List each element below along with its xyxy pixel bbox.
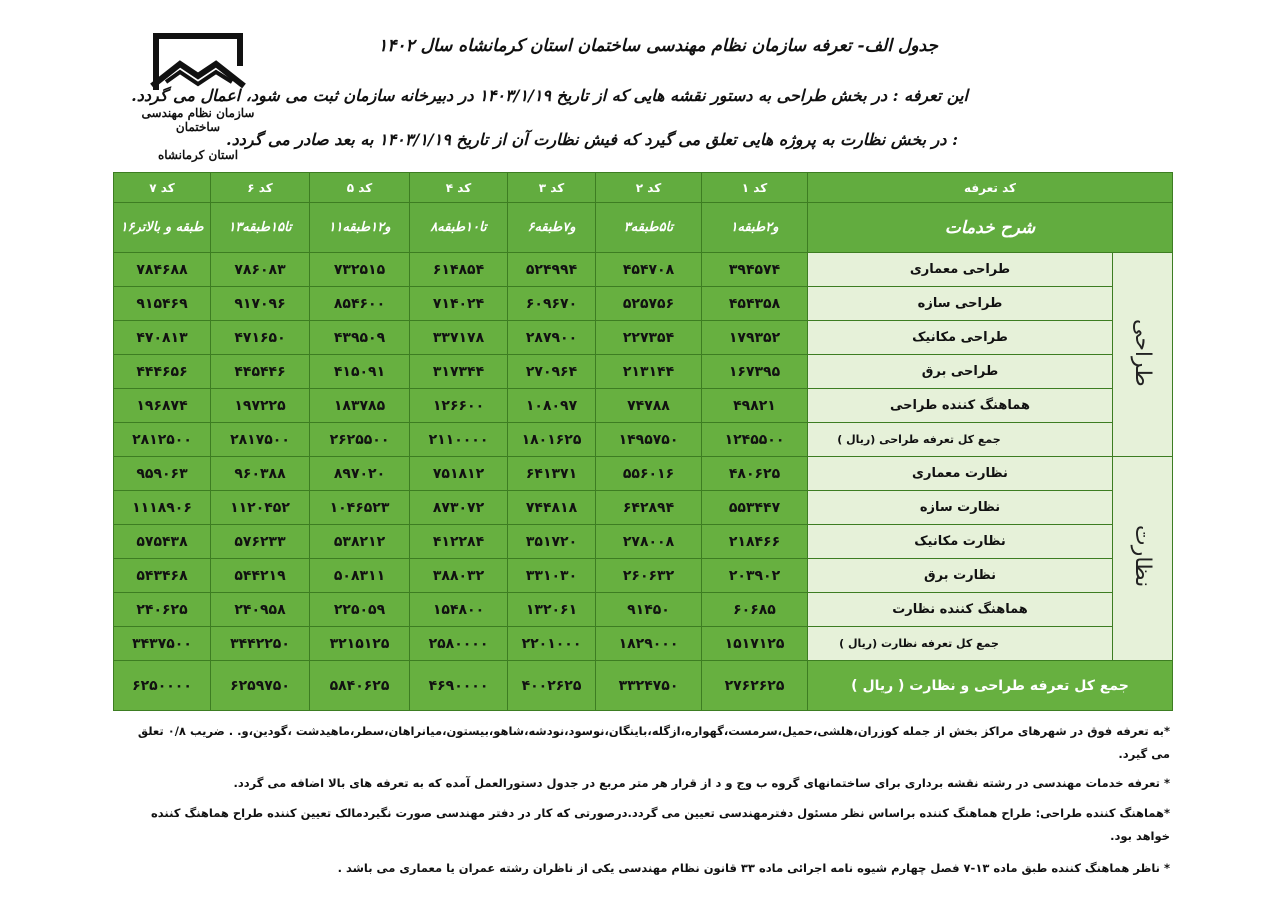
tariff-value-cell: ۹۵۹۰۶۳ (114, 457, 211, 491)
tariff-value-cell: ۲۲۰۱۰۰۰ (508, 627, 596, 661)
note-supervision-coordinator: * ناظر هماهنگ کننده طبق ماده ۱۳-۷ فصل چهارم شیوه نامه اجرائی ماده ۳۳ قانون نظام مهندسی یکی از ناظران رشته عمران یا معماری می باشد . (337, 861, 1170, 875)
grand-total-cell: ۵۸۴۰۶۲۵ (310, 661, 410, 711)
tariff-value-cell: ۳۴۳۷۵۰۰ (114, 627, 211, 661)
service-label: نظارت سازه (808, 491, 1113, 525)
tariff-value-cell: ۹۶۰۳۸۸ (211, 457, 310, 491)
floors-header-row (114, 203, 1173, 253)
service-label: طراحی معماری (808, 253, 1113, 287)
table-row (114, 627, 1173, 661)
grand-total-cell: ۲۷۶۲۶۲۵ (702, 661, 808, 711)
tariff-value-cell: ۸۷۳۰۷۲ (410, 491, 508, 525)
house-roof-logo-icon (150, 30, 246, 92)
tariff-value-cell: ۷۳۲۵۱۵ (310, 253, 410, 287)
tariff-value-cell: ۷۴۴۸۱۸ (508, 491, 596, 525)
tariff-value-cell: ۲۱۱۰۰۰۰ (410, 423, 508, 457)
tariff-value-cell: ۴۳۹۵۰۹ (310, 321, 410, 355)
tariff-value-cell: ۱۹۶۸۷۴ (114, 389, 211, 423)
table-row (114, 389, 1173, 423)
tariff-value-cell: ۲۸۱۷۵۰۰ (211, 423, 310, 457)
tariff-value-cell: ۶۴۱۳۷۱ (508, 457, 596, 491)
tariff-value-cell: ۳۴۴۲۲۵۰ (211, 627, 310, 661)
tariff-value-cell: ۶۰۶۸۵ (702, 593, 808, 627)
floor-range-cell: ۸تا۱۰طبقه (410, 203, 508, 253)
tariff-value-cell: ۵۲۵۷۵۶ (596, 287, 702, 321)
tariff-value-cell: ۶۰۹۶۷۰ (508, 287, 596, 321)
table-row (114, 457, 1173, 491)
service-label: نظارت مکانیک (808, 525, 1113, 559)
tariff-code-header: کد تعرفه (808, 173, 1173, 203)
tariff-value-cell: ۲۶۰۶۳۲ (596, 559, 702, 593)
floor-range-cell: ۱۱و۱۲طبقه (310, 203, 410, 253)
table-row (114, 253, 1173, 287)
tariff-value-cell: ۲۸۷۹۰۰ (508, 321, 596, 355)
grand-total-row (114, 661, 1173, 711)
grand-total-cell: ۴۶۹۰۰۰۰ (410, 661, 508, 711)
tariff-value-cell: ۱۲۶۶۰۰ (410, 389, 508, 423)
code-header-cell: کد ۵ (310, 173, 410, 203)
tariff-value-cell: ۱۲۴۵۵۰۰ (702, 423, 808, 457)
tariff-value-cell: ۱۵۴۸۰۰ (410, 593, 508, 627)
tariff-value-cell: ۱۱۲۰۴۵۲ (211, 491, 310, 525)
tariff-value-cell: ۶۴۲۸۹۴ (596, 491, 702, 525)
tariff-value-cell: ۴۱۵۰۹۱ (310, 355, 410, 389)
tariff-value-cell: ۳۲۱۵۱۲۵ (310, 627, 410, 661)
tariff-value-cell: ۶۱۴۸۵۴ (410, 253, 508, 287)
tariff-value-cell: ۴۹۸۲۱ (702, 389, 808, 423)
tariff-value-cell: ۵۴۳۴۶۸ (114, 559, 211, 593)
tariff-value-cell: ۳۳۷۱۷۸ (410, 321, 508, 355)
tariff-value-cell: ۵۴۴۲۱۹ (211, 559, 310, 593)
tariff-value-cell: ۲۷۸۰۰۸ (596, 525, 702, 559)
tariff-value-cell: ۷۱۴۰۲۴ (410, 287, 508, 321)
tariff-value-cell: ۴۷۱۶۵۰ (211, 321, 310, 355)
tariff-value-cell: ۲۸۱۲۵۰۰ (114, 423, 211, 457)
section-title-cell (1113, 457, 1173, 661)
organization-province: استان کرمانشاه (157, 148, 239, 162)
tariff-value-cell: ۹۱۷۰۹۶ (211, 287, 310, 321)
tariff-value-cell: ۲۶۲۵۵۰۰ (310, 423, 410, 457)
section-title-cell (1113, 253, 1173, 457)
table-row (114, 525, 1173, 559)
tariff-value-cell: ۴۱۲۲۸۴ (410, 525, 508, 559)
tariff-value-cell: ۳۳۱۰۳۰ (508, 559, 596, 593)
tariff-value-cell: ۱۰۸۰۹۷ (508, 389, 596, 423)
tariff-value-cell: ۴۴۵۴۴۶ (211, 355, 310, 389)
grand-total-cell: ۳۳۲۴۷۵۰ (596, 661, 702, 711)
tariff-value-cell: ۱۸۰۱۶۲۵ (508, 423, 596, 457)
note-surveying: * تعرفه خدمات مهندسی در رشته نقشه برداری برای ساختمانهای گروه ب وج و د از قرار هر متر مربع در جدول دستورالعمل آمده که به تعرفه های بالا اضافه می گردد. (233, 776, 1170, 790)
section-title: طراحی (1130, 318, 1155, 387)
tariff-value-cell: ۱۰۴۶۵۲۳ (310, 491, 410, 525)
tariff-value-cell: ۳۱۷۳۴۴ (410, 355, 508, 389)
tariff-value-cell: ۲۱۳۱۴۴ (596, 355, 702, 389)
tariff-value-cell: ۵۳۸۲۱۲ (310, 525, 410, 559)
tariff-table (113, 172, 1173, 711)
tariff-value-cell: ۷۵۱۸۱۲ (410, 457, 508, 491)
tariff-value-cell: ۵۵۶۰۱۶ (596, 457, 702, 491)
tariff-value-cell: ۱۹۷۲۲۵ (211, 389, 310, 423)
service-label: نظارت معماری (808, 457, 1113, 491)
tariff-value-cell: ۱۱۱۸۹۰۶ (114, 491, 211, 525)
grand-total-label: جمع کل تعرفه طراحی و نظارت ( ریال ) (808, 661, 1173, 711)
tariff-value-cell: ۳۸۸۰۳۲ (410, 559, 508, 593)
table-row (114, 355, 1173, 389)
note-coefficient: *به تعرفه فوق در شهرهای مراکز بخش از جمله کوزران،هلشی،حمیل،سرمست،گهواره،ازگله،باینگان،نوسود،نودشه،شاهو،بیستون،میانراهان،سطر،ماهیدشت ،گودین،و. . ضریب ۰/۸ تعلق می گیرد. (137, 724, 1170, 761)
tariff-value-cell: ۲۲۵۰۵۹ (310, 593, 410, 627)
tariff-value-cell: ۷۸۶۰۸۳ (211, 253, 310, 287)
tariff-value-cell: ۵۲۴۹۹۴ (508, 253, 596, 287)
tariff-value-cell: ۴۸۰۶۲۵ (702, 457, 808, 491)
tariff-value-cell: ۵۵۳۴۴۷ (702, 491, 808, 525)
tariff-value-cell: ۲۷۰۹۶۴ (508, 355, 596, 389)
tariff-value-cell: ۲۵۸۰۰۰۰ (410, 627, 508, 661)
tariff-value-cell: ۴۷۰۸۱۳ (114, 321, 211, 355)
page-title: جدول الف- تعرفه سازمان نظام مهندسی ساختمان استان کرمانشاه سال ۱۴۰۲ (378, 36, 938, 56)
tariff-value-cell: ۴۵۴۷۰۸ (596, 253, 702, 287)
service-label: هماهنگ کننده نظارت (808, 593, 1113, 627)
table-row (114, 321, 1173, 355)
service-label: جمع کل تعرفه طراحی (ریال ) (808, 423, 1113, 457)
tariff-value-cell: ۴۴۴۶۵۶ (114, 355, 211, 389)
section-title: نظارت (1130, 525, 1155, 588)
service-description-header: شرح خدمات (808, 203, 1173, 253)
table-row (114, 287, 1173, 321)
grand-total-cell: ۶۲۵۹۷۵۰ (211, 661, 310, 711)
table-row (114, 423, 1173, 457)
tariff-value-cell: ۵۷۵۴۳۸ (114, 525, 211, 559)
floor-range-cell: ۱و۲طبقه (702, 203, 808, 253)
tariff-value-cell: ۱۴۹۵۷۵۰ (596, 423, 702, 457)
service-label: طراحی سازه (808, 287, 1113, 321)
tariff-value-cell: ۷۴۷۸۸ (596, 389, 702, 423)
supervision-applicability-note: : در بخش نظارت به پروژه هایی تعلق می گیرد که فیش نظارت آن از تاریخ ۱۴۰۳/۱/۱۹ به بعد صادر می گردد. (226, 130, 958, 149)
tariff-value-cell: ۲۰۳۹۰۲ (702, 559, 808, 593)
code-header-row (114, 173, 1173, 203)
table-row (114, 593, 1173, 627)
floor-range-cell: ۶و۷طبقه (508, 203, 596, 253)
code-header-cell: کد ۷ (114, 173, 211, 203)
tariff-value-cell: ۱۶۷۳۹۵ (702, 355, 808, 389)
tariff-value-cell: ۲۱۸۴۶۶ (702, 525, 808, 559)
tariff-value-cell: ۸۵۴۶۰۰ (310, 287, 410, 321)
tariff-value-cell: ۳۹۴۵۷۴ (702, 253, 808, 287)
code-header-cell: کد ۲ (596, 173, 702, 203)
tariff-value-cell: ۳۵۱۷۲۰ (508, 525, 596, 559)
code-header-cell: کد ۴ (410, 173, 508, 203)
table-row (114, 559, 1173, 593)
tariff-value-cell: ۴۵۴۳۵۸ (702, 287, 808, 321)
tariff-value-cell: ۱۷۹۳۵۲ (702, 321, 808, 355)
tariff-value-cell: ۱۳۲۰۶۱ (508, 593, 596, 627)
tariff-value-cell: ۸۹۷۰۲۰ (310, 457, 410, 491)
floor-range-cell: ۳تا۵طبقه (596, 203, 702, 253)
tariff-value-cell: ۱۸۲۹۰۰۰ (596, 627, 702, 661)
tariff-value-cell: ۲۴۰۹۵۸ (211, 593, 310, 627)
table-row (114, 491, 1173, 525)
design-applicability-note: این تعرفه : در بخش طراحی به دستور نقشه هایی که از تاریخ ۱۴۰۳/۱/۱۹ در دبیرخانه سازمان ثبت می شود، اعمال می گردد. (131, 86, 968, 105)
code-header-cell: کد ۳ (508, 173, 596, 203)
code-header-cell: کد ۶ (211, 173, 310, 203)
floor-range-cell: ۱۳تا۱۵طبقه (211, 203, 310, 253)
tariff-value-cell: ۹۱۴۵۰ (596, 593, 702, 627)
organization-name: سازمان نظام مهندسی ساختمان (141, 106, 255, 134)
tariff-value-cell: ۹۱۵۴۶۹ (114, 287, 211, 321)
floor-range-cell: ۱۶طبقه و بالاتر (114, 203, 211, 253)
tariff-value-cell: ۲۴۰۶۲۵ (114, 593, 211, 627)
tariff-value-cell: ۷۸۴۶۸۸ (114, 253, 211, 287)
tariff-value-cell: ۵۰۸۳۱۱ (310, 559, 410, 593)
grand-total-cell: ۴۰۰۲۶۲۵ (508, 661, 596, 711)
service-label: طراحی مکانیک (808, 321, 1113, 355)
code-header-cell: کد ۱ (702, 173, 808, 203)
grand-total-cell: ۶۲۵۰۰۰۰ (114, 661, 211, 711)
service-label: هماهنگ کننده طراحی (808, 389, 1113, 423)
tariff-value-cell: ۱۵۱۷۱۲۵ (702, 627, 808, 661)
service-label: جمع کل تعرفه نظارت (ریال ) (808, 627, 1113, 661)
tariff-value-cell: ۱۸۳۷۸۵ (310, 389, 410, 423)
tariff-value-cell: ۲۲۷۳۵۴ (596, 321, 702, 355)
tariff-value-cell: ۵۷۶۲۳۳ (211, 525, 310, 559)
service-label: طراحی برق (808, 355, 1113, 389)
service-label: نظارت برق (808, 559, 1113, 593)
note-design-coordinator: *هماهنگ کننده طراحی: طراح هماهنگ کننده براساس نظر مسئول دفترمهندسی تعیین می گردد.درصورتی که کار در دفتر مهندسی صورت نگیردمالک تعیین کننده طراح هماهنگ کننده خواهد بود. (150, 806, 1170, 843)
